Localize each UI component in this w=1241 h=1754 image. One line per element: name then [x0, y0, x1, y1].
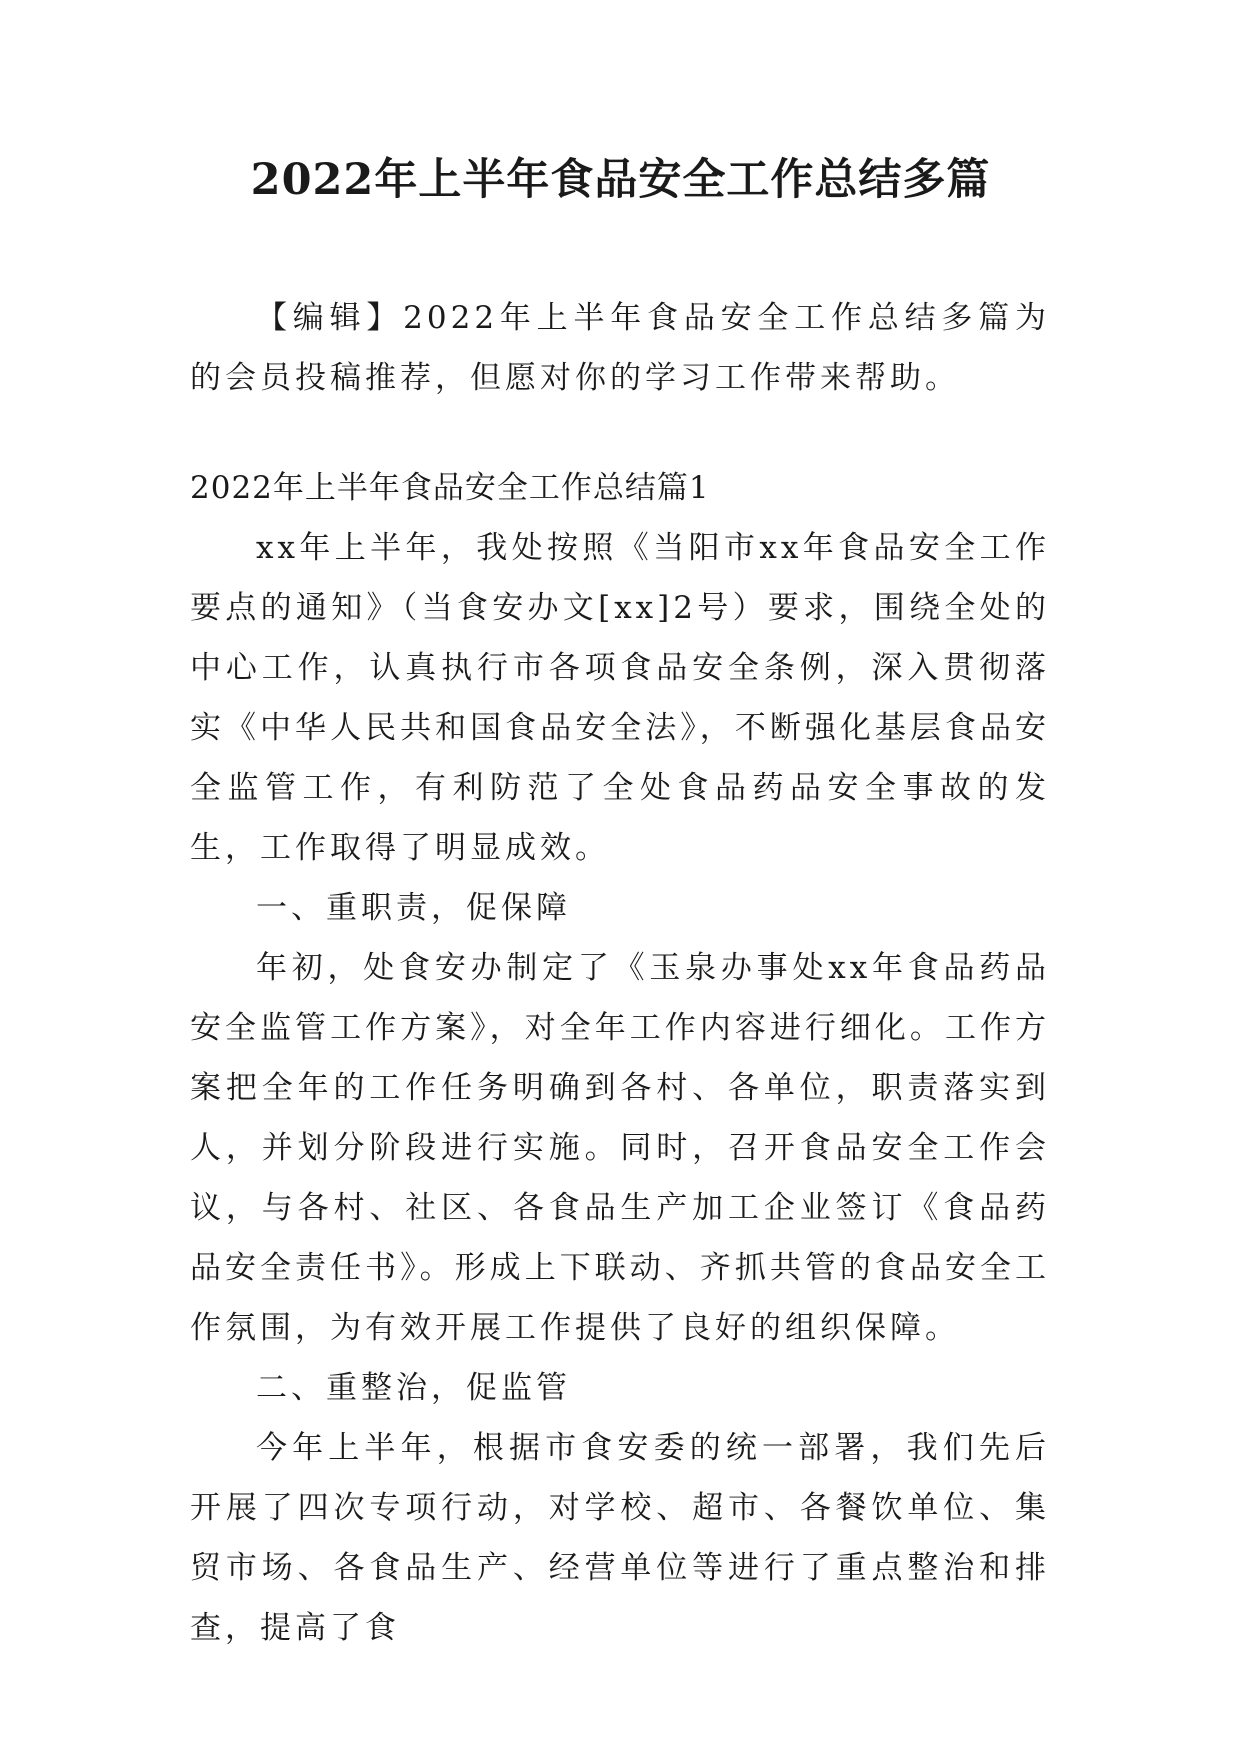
intro-paragraph: 【编辑】2022年上半年食品安全工作总结多篇为的会员投稿推荐，但愿对你的学习工作带来帮助。 [190, 300, 1050, 396]
document-title: 2022年上半年食品安全工作总结多篇 [250, 155, 991, 205]
subheading: 一、重职责，促保障 [256, 890, 571, 926]
section-title: 2022年上半年食品安全工作总结篇1 [190, 470, 710, 506]
subheading: 二、重整治，促监管 [256, 1370, 571, 1406]
body-paragraph: 今年上半年，根据市食安委的统一部署，我们先后开展了四次专项行动，对学校、超市、各餐饮单位、集贸市场、各食品生产、经营单位等进行了重点整治和排查，提高了食 [190, 1430, 1050, 1646]
article-body [190, 458, 1050, 1658]
body-paragraph: xx年上半年，我处按照《当阳市xx年食品安全工作要点的通知》（当食安办文[xx]2号）要求，围绕全处的中心工作，认真执行市各项食品安全条例，深入贯彻落实《中华人民共和国食品安全法》，不断强化基层食品安全监管工作，有利防范了全处食品药品安全事故的发生，工作取得了明显成效。 [190, 530, 1050, 866]
body-paragraph: 年初，处食安办制定了《玉泉办事处xx年食品药品安全监管工作方案》，对全年工作内容进行细化。工作方案把全年的工作任务明确到各村、各单位，职责落实到人，并划分阶段进行实施。同时，召开食品安全工作会议，与各村、社区、各食品生产加工企业签订《食品药品安全责任书》。形成上下联动、齐抓共管的食品安全工作氛围，为有效开展工作提供了良好的组织保障。 [190, 950, 1050, 1346]
